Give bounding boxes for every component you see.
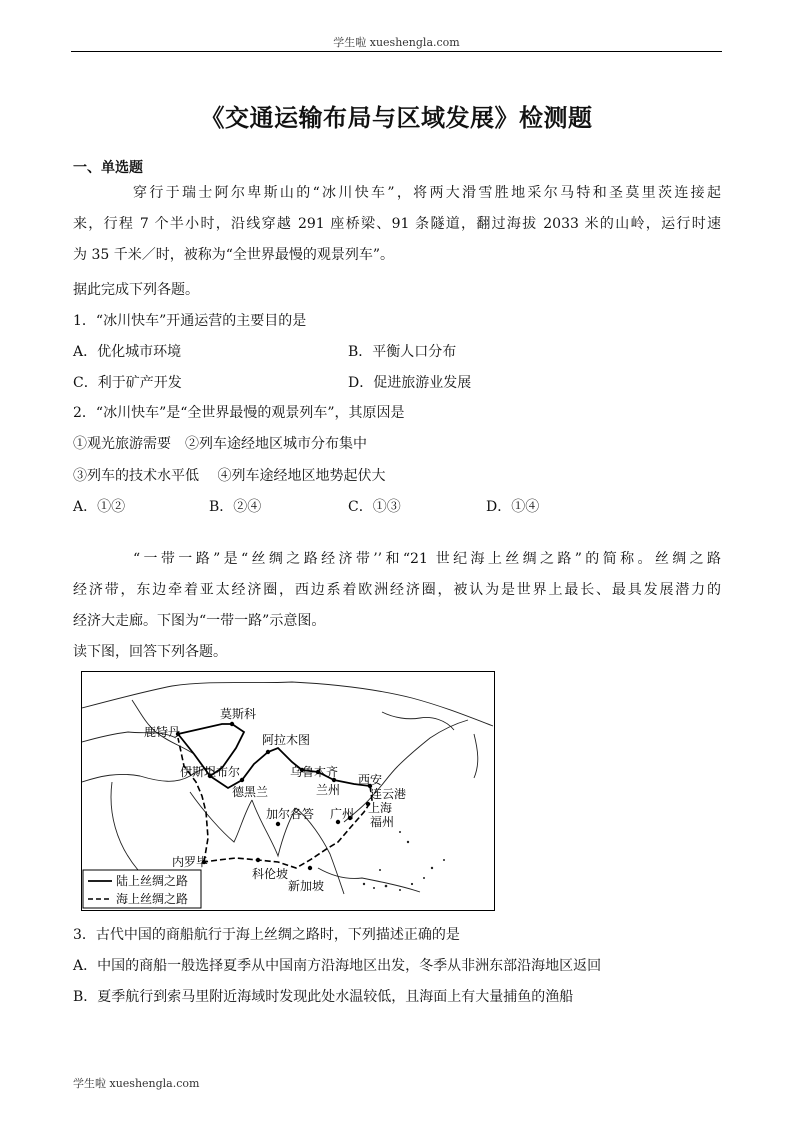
q1-option-a[interactable]: A．优化城市环境: [73, 344, 182, 360]
label-moscow: 莫斯科: [220, 707, 257, 721]
passage2-line4: 读下图，回答下列各题。: [73, 644, 227, 660]
q3-option-b[interactable]: B．夏季航行到索马里附近海域时发现此处水温较低，且海面上有大量捕鱼的渔船: [73, 989, 574, 1005]
label-fuzhou: 福州: [370, 815, 395, 829]
label-lianyungang: 连云港: [370, 787, 407, 801]
map-graphic: [82, 672, 493, 909]
label-colombo: 科伦坡: [252, 867, 289, 881]
label-shanghai: 上海: [368, 801, 393, 815]
passage2-line3: 经济大走廊。下图为“一带一路”示意图。: [73, 613, 326, 629]
label-singapore: 新加坡: [288, 879, 325, 893]
passage2-line2: 经济带，东边牵着亚太经济圈，西边系着欧洲经济圈，被认为是世界上最长、最具发展潜力的: [73, 582, 721, 598]
q3-stem: 3．古代中国的商船航行于海上丝绸之路时，下列描述正确的是: [73, 927, 460, 943]
label-almaty: 阿拉木图: [262, 733, 311, 747]
label-urumqi: 乌鲁木齐: [290, 765, 339, 779]
passage1-line2: 来，行程 7 个半小时，沿线穿越 291 座桥梁、91 条隧道，翻过海拔 2033 米的山岭，运行时速: [73, 216, 721, 232]
belt-and-road-map: [81, 671, 495, 911]
q2-stem: 2．“冰川快车”是“全世界最慢的观景列车”，其原因是: [73, 405, 405, 421]
label-tehran: 德黑兰: [232, 785, 269, 799]
page-footer: 学生啦 xueshengla.com: [73, 1077, 200, 1090]
passage1-line1: 穿行于瑞士阿尔卑斯山的“冰川快车”，将两大滑雪胜地采尔马特和圣莫里茨连接起: [133, 185, 721, 201]
label-istanbul: 伊斯坦布尔: [180, 765, 241, 779]
q1-stem: 1．“冰川快车”开通运营的主要目的是: [73, 313, 307, 329]
passage2-line1: “一带一路”是“丝绸之路经济带’’和“21 世纪海上丝绸之路”的简称。丝绸之路: [133, 551, 721, 567]
passage1-line3: 为 35 千米／时，被称为“全世界最慢的观景列车”。: [73, 247, 395, 263]
section-heading: 一、单选题: [73, 160, 143, 176]
q2-statement-1: ①观光旅游需要 ②列车途经地区城市分布集中: [73, 436, 367, 452]
q1-option-c[interactable]: C．利于矿产开发: [73, 375, 182, 391]
legend-sea-label: 海上丝绸之路: [116, 892, 189, 906]
q3-option-a[interactable]: A．中国的商船一般选择夏季从中国南方沿海地区出发，冬季从非洲东部沿海地区返回: [73, 958, 602, 974]
q2-option-a[interactable]: A．①②: [73, 499, 126, 515]
map-legend: [83, 870, 201, 908]
q1-option-b[interactable]: B．平衡人口分布: [348, 344, 457, 360]
page-header: 学生啦 xueshengla.com: [333, 36, 460, 49]
label-xian: 西安: [358, 773, 383, 787]
q2-statement-2: ③列车的技术水平低 ④列车途经地区地势起伏大: [73, 468, 386, 484]
q1-option-d[interactable]: D．促进旅游业发展: [348, 375, 472, 391]
archipelago-dots: [363, 831, 445, 891]
page-title: 《交通运输布局与区域发展》检测题: [200, 103, 593, 132]
passage1-line4: 据此完成下列各题。: [73, 282, 199, 298]
q2-option-c[interactable]: C．①③: [348, 499, 401, 515]
q2-option-d[interactable]: D．①④: [486, 499, 540, 515]
label-nairobi: 内罗毕: [172, 855, 209, 869]
label-guangzhou: 广州: [330, 807, 355, 821]
header-divider: [71, 51, 722, 52]
q2-option-b[interactable]: B．②④: [209, 499, 262, 515]
legend-land-label: 陆上丝绸之路: [116, 874, 189, 888]
label-calcutta: 加尔各答: [266, 807, 315, 821]
label-lanzhou: 兰州: [316, 783, 341, 797]
label-rotterdam: 鹿特丹: [144, 725, 181, 739]
